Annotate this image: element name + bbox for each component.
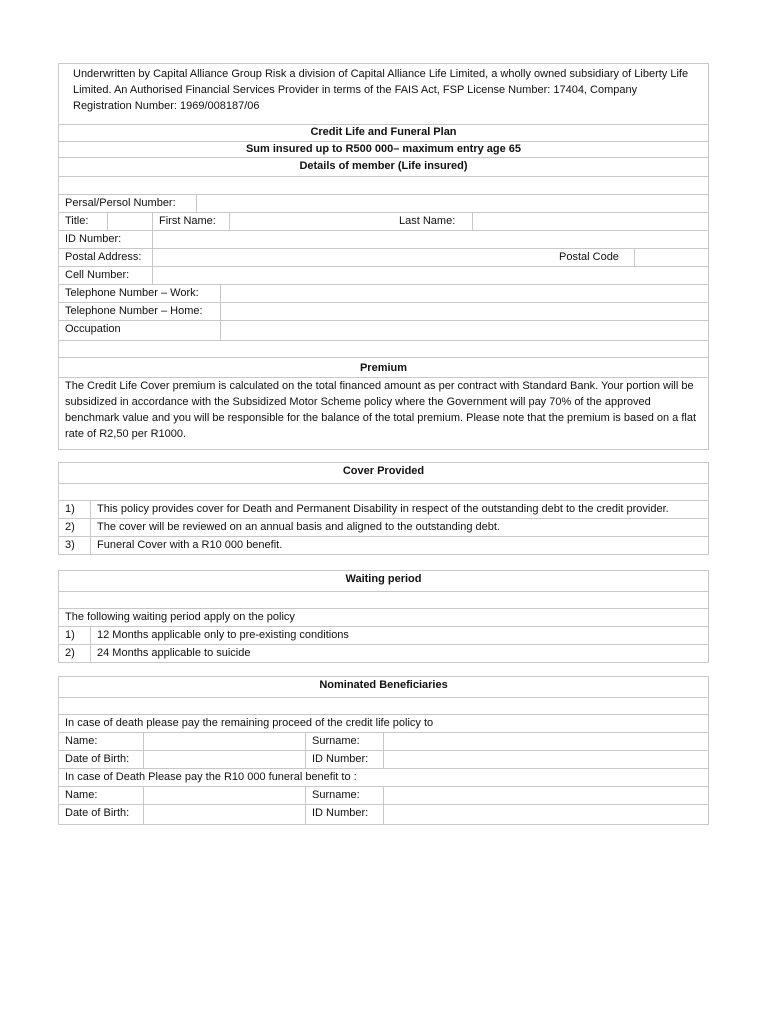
id-number-field[interactable]	[152, 231, 708, 248]
blank-row	[59, 697, 708, 715]
blank-row	[59, 591, 708, 609]
waiting-item-text: 24 Months applicable to suicide	[90, 645, 708, 663]
title-field[interactable]	[107, 213, 152, 230]
waiting-item-number: 2)	[65, 647, 75, 659]
last-name-label: Last Name:	[399, 215, 456, 227]
beneficiaries-section	[58, 676, 709, 825]
cover-item-text: This policy provides cover for Death and Permanent Disability in respect of the outstanding debt to the credit provider.	[90, 501, 708, 518]
credit-intro-row	[59, 715, 708, 733]
cover-item-number: 2)	[65, 521, 75, 533]
underwriter-box	[58, 63, 709, 125]
funeral-intro-row	[59, 769, 708, 787]
underwriter-text: Underwritten by Capital Alliance Group Risk a division of Capital Alliance Life Limited, a wholly owned subsidiary of Liberty Life Limited. An Authorised Financial Services Provider in terms of the FAIS Act, FSP License Number: 17404, Company Registration Number: 1969/008187/06	[73, 68, 689, 112]
name-label: Name:	[65, 735, 98, 747]
name-field[interactable]	[143, 733, 305, 750]
blank-row	[59, 177, 708, 195]
dob-label: Date of Birth:	[65, 753, 130, 765]
cell-number-label: Cell Number:	[65, 269, 130, 281]
id-number-label: ID Number:	[305, 805, 383, 825]
premium-section	[58, 357, 709, 450]
premium-heading-row	[59, 358, 708, 378]
tel-work-field[interactable]	[220, 285, 708, 302]
waiting-item	[59, 645, 708, 663]
waiting-item-number: 1)	[65, 629, 75, 641]
surname-field[interactable]	[383, 733, 708, 750]
cover-item-number: 1)	[65, 503, 75, 515]
cell-row	[59, 267, 708, 285]
postal-address-field[interactable]	[152, 249, 553, 266]
postal-address-label: Postal Address:	[65, 251, 142, 263]
member-heading-row	[59, 157, 708, 177]
cover-item	[59, 519, 708, 537]
id-number-field[interactable]	[383, 751, 708, 768]
cover-item	[59, 501, 708, 519]
plan-subtitle: Sum insured up to R500 000– maximum entry age 65	[245, 143, 522, 155]
occupation-label: Occupation	[65, 323, 121, 335]
last-name-field[interactable]	[472, 213, 708, 230]
dob-field[interactable]	[143, 751, 305, 768]
waiting-intro: The following waiting period apply on the policy	[65, 611, 295, 623]
cover-heading-row	[59, 463, 708, 483]
occupation-row	[59, 321, 708, 341]
waiting-heading-row	[59, 571, 708, 591]
cell-number-field[interactable]	[152, 267, 708, 284]
tel-home-label: Telephone Number – Home:	[65, 305, 203, 317]
cover-heading: Cover Provided	[342, 465, 425, 477]
first-name-field[interactable]	[229, 213, 393, 230]
waiting-intro-row	[59, 609, 708, 627]
credit-name-row	[59, 733, 708, 751]
dob-field[interactable]	[143, 805, 305, 825]
id-number-field[interactable]	[383, 805, 708, 825]
postal-code-label: Postal Code	[559, 251, 619, 263]
tel-work-label: Telephone Number – Work:	[65, 287, 199, 299]
tel-work-row	[59, 285, 708, 303]
member-details-section	[58, 124, 709, 358]
waiting-item-text: 12 Months applicable only to pre-existing conditions	[90, 627, 708, 644]
name-label: Name:	[65, 789, 98, 801]
persal-label: Persal/Persol Number:	[65, 197, 176, 209]
waiting-item	[59, 627, 708, 645]
occupation-field[interactable]	[220, 321, 708, 340]
credit-intro: In case of death please pay the remaining proceed of the credit life policy to	[65, 717, 434, 729]
member-heading: Details of member (Life insured)	[299, 160, 468, 172]
id-row	[59, 231, 708, 249]
funeral-intro: In case of Death Please pay the R10 000 funeral benefit to :	[65, 771, 357, 783]
cover-item	[59, 537, 708, 555]
plan-title: Credit Life and Funeral Plan	[310, 126, 457, 138]
name-row	[59, 213, 708, 231]
blank-row	[59, 483, 708, 501]
surname-label: Surname:	[305, 733, 383, 750]
name-field[interactable]	[143, 787, 305, 804]
credit-dob-row	[59, 751, 708, 769]
waiting-heading: Waiting period	[345, 573, 422, 585]
postal-code-field[interactable]	[634, 249, 708, 266]
beneficiaries-heading: Nominated Beneficiaries	[319, 679, 448, 691]
surname-field[interactable]	[383, 787, 708, 804]
tel-home-field[interactable]	[220, 303, 708, 320]
cover-item-text: The cover will be reviewed on an annual basis and aligned to the outstanding debt.	[90, 519, 708, 536]
waiting-section	[58, 570, 709, 663]
cover-item-text: Funeral Cover with a R10 000 benefit.	[90, 537, 708, 555]
plan-title-row	[59, 125, 708, 141]
postal-row	[59, 249, 708, 267]
funeral-name-row	[59, 787, 708, 805]
funeral-dob-row	[59, 805, 708, 825]
first-name-label: First Name:	[152, 213, 229, 230]
dob-label: Date of Birth:	[65, 807, 130, 819]
premium-heading: Premium	[359, 362, 408, 374]
id-number-label: ID Number:	[305, 751, 383, 768]
surname-label: Surname:	[305, 787, 383, 804]
cover-item-number: 3)	[65, 539, 75, 551]
premium-text: The Credit Life Cover premium is calculated on the total financed amount as per contract with Standard Bank. Your portion will be subsidized in accordance with the Subsidized Motor Scheme policy where the Government will pay 70% of the approved benchmark value and you will be responsible for the balance of the total premium. Please note that the premium is based on a flat rate of R2,50 per R1000.	[65, 380, 697, 440]
tel-home-row	[59, 303, 708, 321]
persal-field[interactable]	[196, 195, 708, 212]
id-number-label: ID Number:	[65, 233, 122, 245]
title-label: Title:	[65, 215, 89, 227]
beneficiaries-heading-row	[59, 677, 708, 697]
cover-section	[58, 462, 709, 555]
persal-row	[59, 195, 708, 213]
plan-subtitle-row	[59, 141, 708, 157]
